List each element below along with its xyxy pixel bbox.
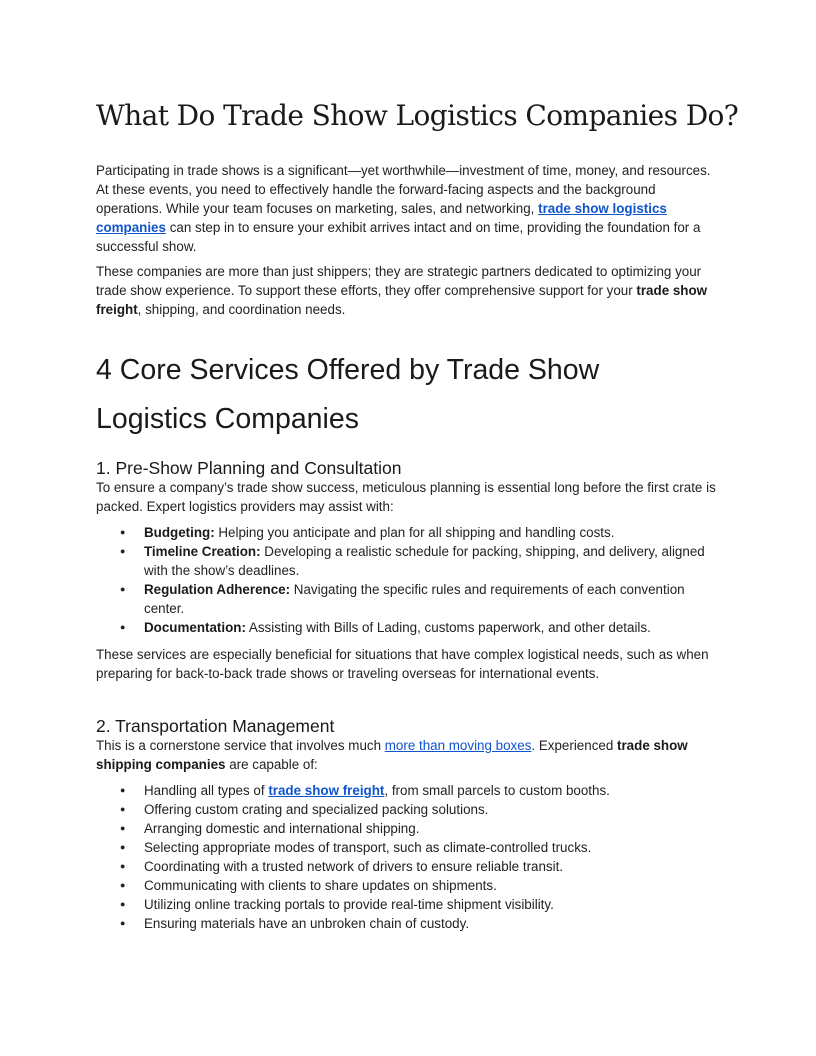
- section2-lead-middle: . Experienced: [531, 738, 618, 753]
- page-title: What Do Trade Show Logistics Companies Do?: [96, 99, 739, 132]
- trade-show-shipping-companies-bold: trade show shipping companies: [96, 738, 688, 772]
- list-item-term: Timeline Creation:: [144, 544, 261, 559]
- list-item: [96, 523, 720, 542]
- list-item: ● Coordinating with a trusted network of drivers to ensure reliable transit.: [96, 857, 720, 876]
- section-heading: 4 Core Services Offered by Trade Show Logistics Companies: [96, 354, 600, 435]
- intro-p1-text-before: Participating in trade shows is a significant—yet worthwhile—investment of time, money, and resources. At these events, you need to effectively handle the forward-facing aspects and the background operations. While your team focuses on marketing, sales, and networking,: [96, 163, 711, 216]
- section2-list: [96, 781, 720, 933]
- list-item-term: Regulation Adherence:: [144, 582, 291, 597]
- list-item-term: Budgeting:: [144, 525, 215, 540]
- list-item: ● Communicating with clients to share updates on shipments.: [96, 876, 720, 895]
- trade-show-freight-link[interactable]: trade show freight: [268, 783, 385, 798]
- section1-list: [96, 523, 720, 637]
- list-item: ● Offering custom crating and specialized packing solutions.: [96, 800, 720, 819]
- list-item: [96, 618, 720, 637]
- list-item-text: Helping you anticipate and plan for all shipping and handling costs.: [214, 525, 615, 540]
- list-item: [96, 542, 720, 580]
- section1-closing: These services are especially beneficial for situations that have complex logistical needs, such as when preparing for back-to-back trade shows or traveling overseas for international events.: [96, 647, 709, 681]
- section1-lead: To ensure a company’s trade show success, meticulous planning is essential long before the first crate is packed. Expert logistics providers may assist with:: [96, 480, 716, 514]
- intro-p2-text-before: These companies are more than just shippers; they are strategic partners dedicated to optimizing your trade show experience. To support these efforts, they offer comprehensive support for your: [96, 264, 702, 298]
- intro-p1-text-after: can step in to ensure your exhibit arrives intact and on time, providing the foundation for a successful show.: [96, 220, 701, 254]
- section-pre-show-planning: [96, 458, 720, 683]
- list-item-term: Documentation:: [144, 620, 246, 635]
- intro-paragraph-1: [96, 161, 720, 256]
- section2-lead-after: are capable of:: [225, 757, 318, 772]
- list-item: ● Ensuring materials have an unbroken chain of custody.: [96, 914, 720, 933]
- list-item: [96, 781, 720, 800]
- more-than-moving-boxes-link[interactable]: more than moving boxes: [384, 738, 532, 753]
- list-item-text: Navigating the specific rules and requirements of each convention center.: [144, 582, 685, 616]
- list-item-text-after: , from small parcels to custom booths.: [384, 783, 610, 798]
- list-item: ● Arranging domestic and international shipping.: [96, 819, 720, 838]
- intro-paragraph-2: [96, 262, 720, 319]
- list-item: ● Selecting appropriate modes of transport, such as climate-controlled trucks.: [96, 838, 720, 857]
- list-item-text: Developing a realistic schedule for packing, shipping, and delivery, aligned with the show’s deadlines.: [144, 544, 705, 578]
- list-item: ● Utilizing online tracking portals to provide real-time shipment visibility.: [96, 895, 720, 914]
- trade-show-logistics-companies-link[interactable]: trade show logistics companies: [96, 201, 667, 235]
- section2-lead-before: This is a cornerstone service that involves much: [96, 738, 385, 753]
- intro-p2-text-after: , shipping, and coordination needs.: [137, 302, 346, 317]
- section-transportation-management: [96, 716, 720, 941]
- list-item: [96, 580, 720, 618]
- section1-heading: 1. Pre-Show Planning and Consultation: [96, 458, 402, 478]
- list-item-text: Assisting with Bills of Lading, customs paperwork, and other details.: [245, 620, 651, 635]
- list-item-text-before: Handling all types of: [144, 783, 269, 798]
- section2-heading: 2. Transportation Management: [96, 716, 335, 736]
- trade-show-freight-bold: trade show freight: [96, 283, 708, 317]
- section2-lead: [96, 736, 720, 774]
